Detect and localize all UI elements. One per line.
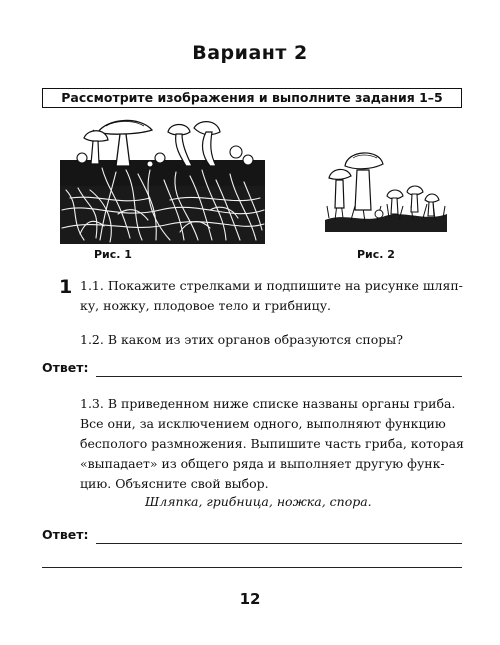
organ-list: Шляпка, грибница, ножка, спора. [145,494,372,509]
question-1-3-line-2: Все они, за исключением одного, выполняют функцию [80,416,446,431]
question-1-3-line-4: «выпадает» из общего ряда и выполняет другую функ- [80,456,445,471]
question-1-3-line-5: цию. Объясните свой выбор. [80,476,269,491]
answer-label-1: Ответ: [42,360,89,375]
question-1-1-line-2: ку, ножку, плодовое тело и грибницу. [80,298,332,313]
question-1-1 [80,276,465,316]
question-1-3-line-1: 1.3. В приведенном ниже списке названы органы гриба. [80,396,456,411]
task-instruction-box: Рассмотрите изображения и выполните задания 1–5 [42,88,462,108]
question-1-2: 1.2. В каком из этих органов образуются споры? [80,332,403,347]
task-number: 1 [59,276,73,298]
question-1-3-line-3: бесполого размножения. Выпишите часть гриба, которая [80,436,464,451]
answer-label-2: Ответ: [42,527,89,542]
figure-1-mushrooms-mycelium [60,110,265,244]
page-number: 12 [239,590,261,608]
figure-2-mushroom-cluster [325,140,447,232]
question-1-3 [80,394,465,494]
answer-line-3[interactable] [42,567,462,568]
page-title: Вариант 2 [192,42,308,64]
question-1-1-line-1: 1.1. Покажите стрелками и подпишите на рисунке шляп- [80,278,463,293]
figure-2-caption: Рис. 2 [357,248,395,261]
answer-line-2[interactable] [96,543,462,544]
answer-line-1[interactable] [96,376,462,377]
figure-1-caption: Рис. 1 [94,248,132,261]
